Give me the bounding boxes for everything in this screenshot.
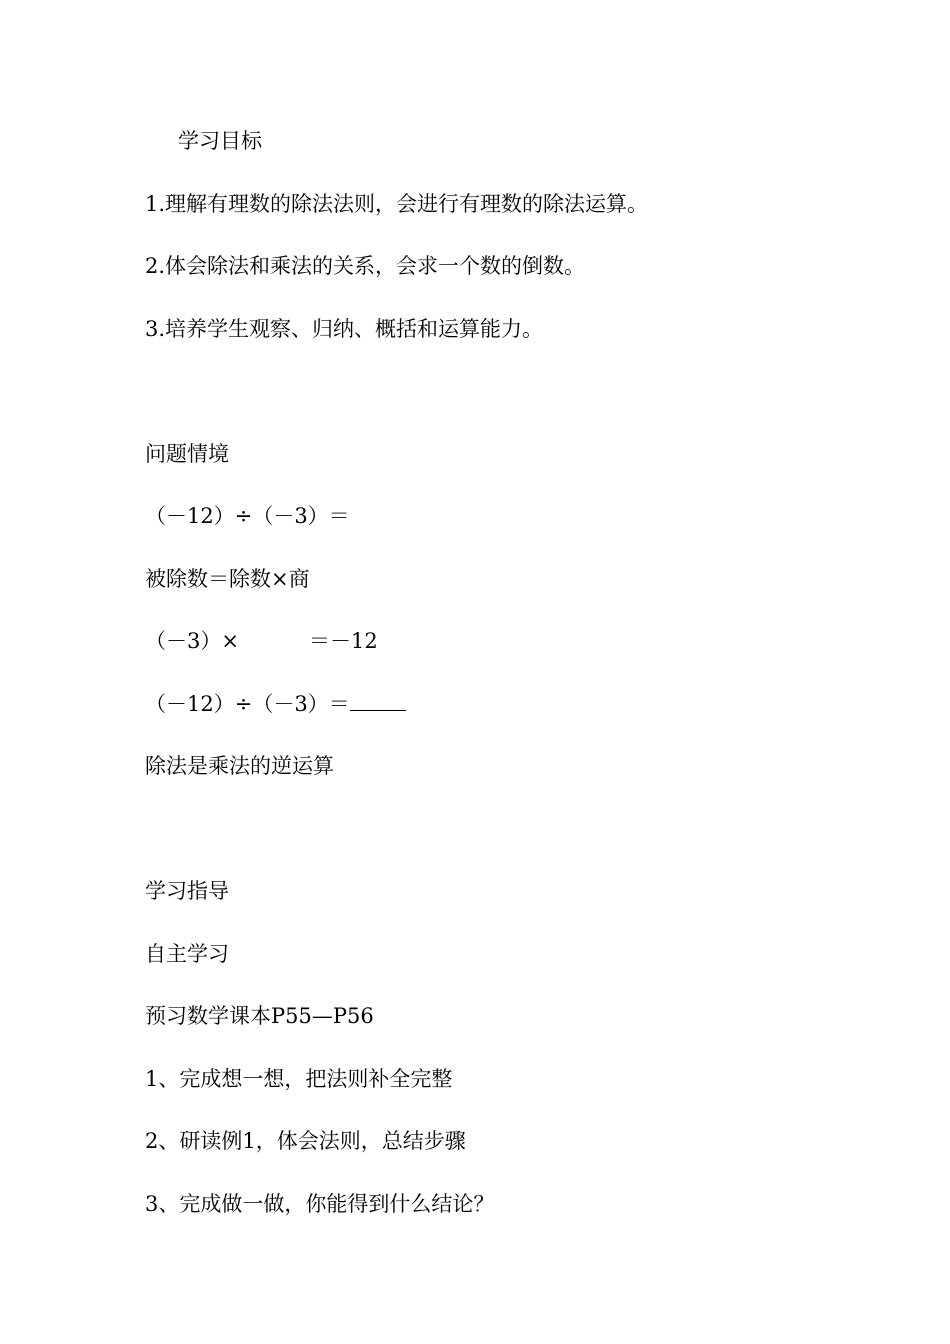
inverse-operation-note: 除法是乘法的逆运算: [145, 754, 334, 778]
division-fill-in-text: （－12）÷（－3）＝: [145, 692, 350, 716]
step-item-3: 3、完成做一做，你能得到什么结论？: [145, 1192, 495, 1216]
step-item-2: 2、研读例1，体会法则，总结步骤: [145, 1129, 466, 1153]
situation-heading: 问题情境: [145, 442, 229, 466]
objective-item-2: 2.体会除法和乘法的关系，会求一个数的倒数。: [145, 254, 586, 278]
multiplication-left: （－3）×: [145, 629, 239, 653]
division-relationship: 被除数＝除数×商: [145, 567, 310, 591]
step-item-1: 1、完成想一想，把法则补全完整: [145, 1067, 453, 1091]
guidance-heading: 学习指导: [145, 879, 229, 903]
self-study-heading: 自主学习: [145, 942, 229, 966]
preview-instruction: 预习数学课本P55—P56: [145, 1004, 374, 1028]
multiplication-equation: [145, 628, 378, 654]
division-expression: （－12）÷（－3）＝: [145, 504, 350, 528]
answer-blank: [350, 692, 406, 711]
objective-item-3: 3.培养学生观察、归纳、概括和运算能力。: [145, 317, 544, 341]
objectives-heading: 学习目标: [178, 129, 262, 153]
division-fill-in: [145, 691, 406, 717]
multiplication-right: ＝－12: [308, 629, 378, 653]
objective-item-1: 1.理解有理数的除法法则，会进行有理数的除法运算。: [145, 192, 649, 216]
